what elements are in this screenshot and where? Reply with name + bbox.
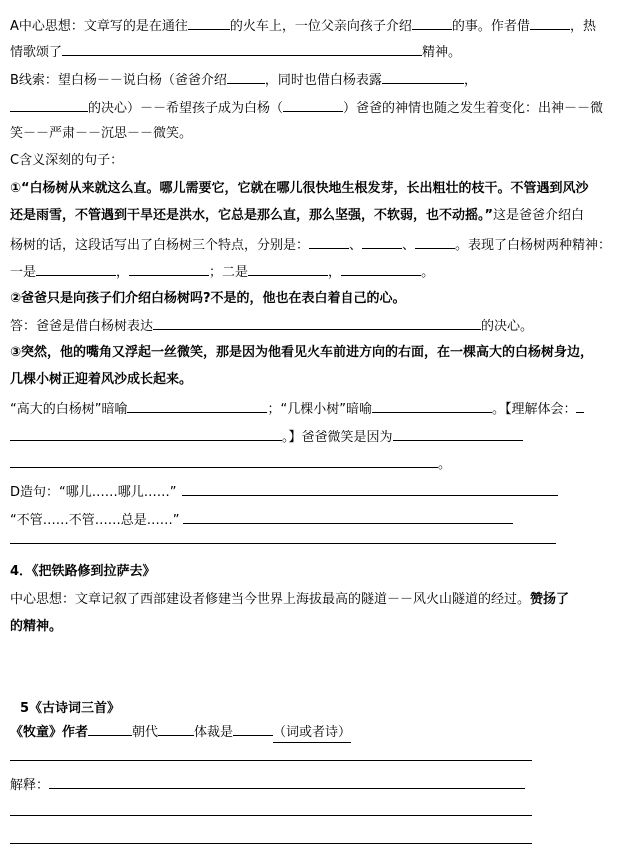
text-segment: 中心思想：文章记叙了西部建设者修建当今世界上海拔最高的隧道－－风火山隧道的经过。 [10, 592, 531, 607]
answer-line[interactable] [10, 843, 532, 844]
text-segment: 赞扬了 [530, 592, 570, 607]
sentence-making-line-2 [10, 510, 638, 528]
text-segment: 。 [438, 457, 452, 472]
sentence-3-answer-line-2 [10, 427, 638, 445]
blank[interactable] [188, 16, 230, 30]
quote-text: 还是雨雪，不管遇到干旱还是洪水，它总是那么直，那么坚强，不软弱，也不动摇。” [10, 208, 494, 223]
blank[interactable] [36, 262, 116, 276]
text-segment: 解释： [10, 778, 50, 793]
text-segment: 《牧童》作者 [10, 725, 89, 740]
sentence-2-answer [10, 316, 638, 334]
text-segment: （词或者诗） [273, 724, 351, 743]
quote-text: 几棵小树正迎着风沙成长起来。 [10, 372, 193, 387]
clue-line-3 [10, 125, 638, 143]
text-segment: 。表现了白杨树两种精神： [455, 238, 612, 253]
section-5-line-2 [10, 775, 638, 793]
text-segment: “高大的白杨树”暗喻 [10, 402, 128, 417]
blank[interactable] [283, 98, 343, 112]
blank[interactable] [227, 70, 265, 84]
text-segment: ；二是 [209, 265, 249, 280]
answer-line[interactable] [10, 760, 532, 761]
blank[interactable] [233, 722, 273, 736]
text-segment: 朝代 [132, 725, 159, 740]
section-4-line-2 [10, 618, 638, 636]
clue-line-2 [10, 98, 638, 116]
separator: ， [328, 265, 342, 280]
blank[interactable] [393, 427, 523, 441]
blank[interactable] [10, 98, 88, 112]
meaningful-sentences-heading [10, 152, 638, 170]
text-segment: 。】爸爸微笑是因为 [282, 430, 393, 445]
blank[interactable] [372, 399, 492, 413]
blank[interactable] [88, 722, 132, 736]
text-segment: 答：爸爸是借白杨树表达 [10, 319, 154, 334]
sentence-3-line-2 [10, 371, 638, 389]
text-segment: ）爸爸的神情也随之发生着变化：出神－－微 [343, 101, 604, 116]
section-title: 4．《把铁路修到拉萨去》 [10, 564, 156, 579]
prompt-text: D造句：“哪儿……哪儿……” [10, 485, 177, 500]
text-segment: ， [463, 73, 477, 88]
blank[interactable] [127, 399, 267, 413]
separator: 、 [349, 238, 363, 253]
text-segment: 的决心）－－希望孩子成为白杨（ [88, 101, 284, 116]
answer-line[interactable] [10, 815, 532, 816]
sentence-2-question [10, 290, 638, 308]
answer-line[interactable] [182, 482, 558, 496]
heading-text: C含义深刻的句子： [10, 153, 124, 168]
sentence-1-line-3 [10, 235, 638, 253]
blank[interactable] [309, 235, 349, 249]
text-segment: 精神。 [422, 45, 462, 60]
quote-text: ③突然，他的嘴角又浮起一丝微笑，那是因为他看见火车前进方向的右面，在一棵高大的白杨树身边， [10, 345, 594, 360]
separator: 。 [421, 265, 435, 280]
section-5-title [20, 700, 642, 718]
blank[interactable] [382, 70, 464, 84]
text-segment: 一是 [10, 265, 37, 280]
clue-line-1 [10, 70, 638, 88]
sentence-3-answer-line-3 [10, 454, 638, 472]
section-4-title [10, 563, 638, 581]
text-segment: A中心思想：文章写的是在通往 [10, 19, 188, 34]
blank[interactable] [62, 42, 422, 56]
text-segment: 杨树的话，这段话写出了白杨树三个特点，分别是： [10, 238, 310, 253]
section-5-line-1 [10, 722, 638, 740]
central-idea-line-2 [10, 42, 638, 60]
text-segment: 的火车上，一位父亲向孩子介绍 [229, 19, 412, 34]
text-segment: 。【理解体会： [491, 402, 577, 417]
quote-text: ①“白杨树从来就这么直。哪儿需要它，它就在哪儿很快地生根发芽，长出粗壮的枝干。不管遇到风沙 [10, 181, 589, 196]
sentence-making-line-1 [10, 482, 638, 500]
text-segment: ，同时也借白杨表露 [264, 73, 382, 88]
blank[interactable] [412, 16, 452, 30]
text-segment: 的事。作者借 [451, 19, 530, 34]
section-title: 5《古诗词三首》 [20, 701, 121, 716]
separator: ， [116, 265, 130, 280]
text-segment: 体裁是 [194, 725, 234, 740]
text-segment: 的精神。 [10, 619, 63, 634]
central-idea-line-1 [10, 16, 638, 34]
prompt-text: “不管……不管……总是……” [10, 513, 180, 528]
sentence-1-line-1 [10, 180, 638, 198]
blank[interactable] [341, 262, 421, 276]
blank[interactable] [248, 262, 328, 276]
text-segment: ，热 [569, 19, 596, 34]
answer-line[interactable] [183, 510, 513, 524]
text-segment: 这是爸爸介绍白 [493, 208, 585, 223]
answer-line[interactable] [10, 543, 556, 544]
blank[interactable] [153, 316, 481, 330]
sentence-3-line-1 [10, 344, 638, 362]
section-4-line-1 [10, 591, 638, 609]
blank[interactable] [362, 235, 402, 249]
blank[interactable] [530, 16, 570, 30]
sentence-1-line-2 [10, 207, 638, 225]
text-segment: 的决心。 [481, 319, 534, 334]
text-segment: B线索：望白杨－－说白杨（爸爸介绍 [10, 73, 227, 88]
answer-line[interactable] [49, 775, 525, 789]
sentence-1-line-4 [10, 262, 638, 280]
blank[interactable] [10, 427, 282, 441]
text-segment: ；“几棵小树”暗喻 [267, 402, 372, 417]
separator: 、 [402, 238, 416, 253]
question-text: ②爸爸只是向孩子们介绍白杨树吗?不是的，他也在表白着自己的心。 [10, 291, 406, 306]
text-segment: 情歌颂了 [10, 45, 63, 60]
blank[interactable] [158, 722, 194, 736]
blank[interactable] [576, 399, 584, 413]
blank[interactable] [415, 235, 455, 249]
blank[interactable] [129, 262, 209, 276]
text-segment: 笑－－严肃－－沉思－－微笑。 [10, 126, 193, 141]
sentence-3-answer-line-1 [10, 399, 638, 417]
blank[interactable] [10, 454, 438, 468]
